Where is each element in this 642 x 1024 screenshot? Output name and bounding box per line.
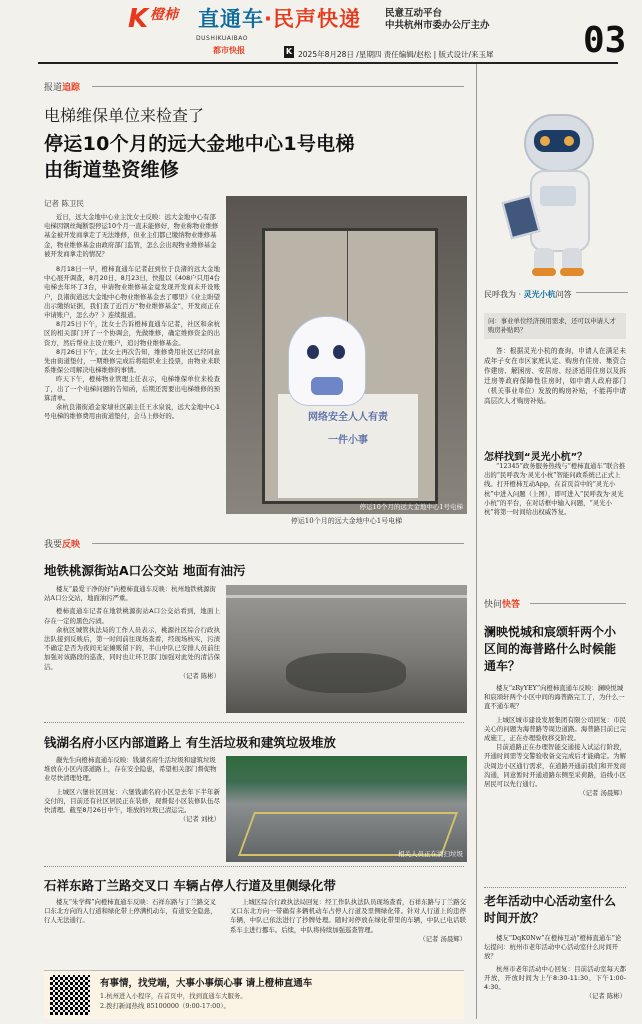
story1-byline: 记者 陈卫民	[44, 199, 84, 208]
robot-shoe-left	[532, 268, 556, 276]
bus-stop-photo	[226, 585, 467, 713]
story3-credit: （记者 刘枕）	[179, 815, 220, 824]
story2-lead: 楼友“最爱干净的好”向橙柿直通车反映：杭州地铁桃源街站A口公交站，地面油污严重。	[44, 585, 216, 603]
masthead-rule	[38, 62, 618, 64]
robot-shoe-right	[560, 268, 584, 276]
oil-stain	[286, 653, 406, 693]
promo-line-1: 1.杭州进入小程序，在首页中，找到直通车大服务。	[100, 992, 247, 1000]
newspaper-name-en: DUSHIKUAIBAO	[196, 35, 248, 42]
section-tag-tracking	[44, 80, 80, 93]
story1-paragraph: 8月18日一早，橙柿直通车记者赶到位于良渚的远大金地中心展开调查，8月20日、8月23日，快报以《408户只用4台电梯去年坏了3台，申请物业维修基金竟发现开发商未开设账户，良渚街道远大金地中心物业维修基金去了哪里》《业主盼望出示缴纳证据，我们查了近百万“物业维修基金”，开发商正在申请账户，怎么办？》连续报道。	[44, 265, 220, 320]
right1-paragraph: 上城区城市建设发展集团有限公司回复：市民关心的问题为海普路等周边道路。海普路目前已完成施工，正在办理验收移交阶段。	[484, 715, 626, 743]
photo-caption: 停运10个月的远大金地中心1号电梯	[359, 503, 463, 511]
mascot-badge	[311, 377, 343, 395]
column-title-dot: ·	[264, 7, 273, 31]
column-title	[198, 3, 361, 33]
right2-credit: （记者 陈彬）	[585, 992, 626, 1001]
curb	[226, 595, 467, 598]
garbage-photo	[226, 756, 467, 862]
section-tag-report	[44, 537, 80, 550]
right1-paragraph: 目前道路正在办理智能交通接入试运行阶段，开通时间需等交警验收备交完成后才能确定。为解决周边小区通行需求，在道路开通前我们和开发商沟通，同意暂时开通道路东侧至采荷路，沿线小区居民可以先行通行。	[484, 743, 626, 789]
masthead	[0, 0, 642, 60]
divider	[484, 887, 626, 888]
elevator-photo	[226, 196, 467, 514]
divider	[44, 722, 464, 723]
section-tag-pre: 报道	[44, 83, 63, 93]
qr-code[interactable]	[50, 975, 90, 1015]
story1-paragraph: 余杭良渚街道金家埭社区副主任王水泉说，远大金地中心1号电梯的维修费用由街道垫付，会马上修好的。	[44, 403, 220, 421]
right2-title: 老年活动中心活动室什么时间开放？	[484, 894, 617, 925]
right1-body	[484, 684, 626, 798]
robot-body	[530, 170, 590, 252]
right2-lead: 楼友“DqK0Nw”在橙柿互动“橙柿直通车”论坛提问：杭州市老年活动中心活动室什么时间开放？	[484, 934, 622, 961]
divider	[44, 866, 464, 867]
notice-sign-line2: 一件小事	[328, 435, 368, 446]
notice-sign	[278, 394, 418, 498]
meta-k-icon: K	[285, 47, 293, 56]
sponsor-line-2: 中共杭州市委办公厅主办	[385, 20, 490, 31]
story4-paragraph: 上城区综合行政执法局回复：经工作队执法队员现场查看，石祥东路与丁兰路交叉口东北方向一带确有多辆机动车占停人行道及里侧绿化带。针对人行道上的违停车辆，中队已依法进行了抄牌处理。随时对停放在绿化带里的车辆，中队已电话联系车主进行挪车。后续，中队将持续加强巡查管理。	[230, 898, 466, 934]
story2-body	[44, 585, 220, 681]
sponsor-info	[385, 8, 490, 32]
newspaper-name-cn: 都市快报	[213, 46, 245, 55]
how-to-find-body	[484, 462, 626, 517]
brand-logo-k: K	[128, 4, 149, 34]
story1-headline-1: 停运10个月的远大金地中心1号电梯	[44, 133, 355, 155]
story3-headline: 钱湖名府小区内部道路上 有生活垃圾和建筑垃圾堆放	[44, 735, 336, 750]
promo-headline: 有事情，找党端，大事小事烦心事 请上橙柿直通车	[100, 978, 313, 989]
promo-box	[44, 970, 464, 1019]
robot-eye-left	[540, 136, 550, 146]
qa-question: 问：事业单位经济预用需求，还可以申请人才购房补贴吗？	[488, 317, 616, 335]
promo-line-2: 2.拨打新闻热线 85100000（9:00-17:00）。	[100, 1002, 230, 1010]
story1-lead: 近日，远大金地中心业主沈女士反映：远大金地中心有部电梯因钢丝绳断裂停运10个月一直未能修好，物业称物业维修基金被开发商拿走了无法维修，但业主们都已缴纳物业维修基金，物业维修基金由政府部门监管，怎么会出现物业维修基金被开发商拿走的情况？	[44, 213, 219, 258]
qa-heading-blue: 灵光小杭	[523, 290, 556, 299]
qa-heading-pre: 民呼我为 ·	[484, 290, 524, 299]
right2-body	[484, 934, 626, 1001]
section-tag-pre: 快问	[484, 600, 503, 610]
story4-headline: 石祥东路丁兰路交叉口 车辆占停人行道及里侧绿化带	[44, 878, 336, 893]
story1-kicker: 电梯维保单位来检查了	[44, 106, 205, 125]
column-rule	[476, 64, 477, 1019]
section-rule	[92, 543, 464, 544]
story1-paragraph: 昨天下午，橙柿物业管理主任表示，电梯维保单位来检查了，出了一个电梯问题的告知函，后期还需要出电梯维修的预算清单。	[44, 375, 220, 402]
mascot-cutout	[288, 316, 366, 406]
right1-credit: （记者 汤晨辉）	[579, 789, 626, 798]
story3-paragraph: 上城区六堡社区回复：六堡钱湖名府小区是去年下半年新交付的，目前还有社区居民正在装修，现督促小区装修队伍尽快清理。截至8月26日中午，堆放的垃圾已清运完。	[44, 787, 220, 815]
story2-headline: 地铁桃源街站A口公交站 地面有油污	[44, 563, 246, 578]
section-tag-quick	[484, 597, 520, 610]
robot-chest-panel	[540, 186, 576, 206]
section-tag-red: 追踪	[62, 83, 81, 93]
story3-body	[44, 756, 220, 824]
story4-credit: （记者 汤晨辉）	[419, 934, 466, 943]
story1-photo-caption: 停运10个月的远大金地中心1号电梯	[290, 517, 403, 525]
story3-photo-caption: 相关人员正在清扫垃圾	[398, 850, 463, 858]
robot-illustration	[484, 108, 628, 282]
qa-answer-block	[484, 346, 626, 406]
story1-paragraph: 8月25日下午，沈女士告诉橙柿直通车记者，社区和余杭区的相关部门开了一个协调会，先做维修，确定维修资金的出资方，然后帮业主设立账户，追讨物业维修基金。	[44, 320, 220, 347]
story2-paragraph: 橙柿直通车记者在地铁桃源街站A口公交站看到，地面上存在一定的黑色污渍。	[44, 607, 220, 625]
mascot-eye-left	[307, 345, 319, 359]
story4-lead-col	[44, 898, 220, 926]
issue-meta: 2025年8月28日 /星期四 责任编辑/赵松 | 版式设计/来玉犀	[298, 50, 494, 59]
right1-lead: 楼友“zRyYEY”向橙柿直通车反映：澜映悦城和宸颂轩两个小区中间的海普路完工了，为什么一直不通车呢？	[484, 684, 625, 711]
column-title-main: 直通车	[198, 7, 264, 31]
story2-paragraph: 余杭区城管执法局的工作人员表示，桃源社区综合行政执法队接到反映后，第一时间前往现场查看，经现场核实，污渍不确定是否为夜间无证摊贩留下的，半山中队已安排人员前往加强对该路段的巡查，同时也让环卫部门加强对此处的清洁保洁。	[44, 625, 220, 671]
story4-lead: 楼友“朱学辉”向橙柿直通车反映：石祥东路与丁兰路交叉口东北方向的人行道和绿化带上停满机动车，有道安全隐患，行人无法通行。	[44, 898, 217, 925]
section-tag-red: 快答	[502, 600, 521, 610]
section-tag-red: 反映	[62, 540, 81, 550]
section-rule	[530, 603, 626, 604]
story3-lead: 嚴先生向橙柿直通车反映：钱湖名府生活垃圾和建筑垃圾堆放在小区内部道路上，存在安全隐患，希望相关部门督促物业尽快清理处理。	[44, 756, 217, 783]
sponsor-line-1: 民意互动平台	[385, 8, 443, 19]
story1-headline-2: 由街道垫资维修	[44, 159, 180, 181]
qa-question-box	[484, 313, 626, 339]
story1-body	[44, 213, 220, 421]
mascot-eye-right	[333, 345, 345, 359]
qa-heading	[484, 289, 576, 300]
right2-paragraph: 杭州市老年活动中心回复：目前活动室每天都开放，开放时间为上午8:30-11:30、下午1:00-4:30。	[484, 964, 626, 992]
column-title-accent: 民声快递	[272, 7, 361, 31]
how-to-find-title: 怎样找到“灵光小杭”？	[484, 452, 588, 463]
brand-name: 橙柿	[150, 7, 178, 23]
page-number: 03	[583, 20, 627, 61]
how-to-find-text: “12345”政务服务热线与“橙柿直通车”联合推出的“民呼我为·灵光小杭”智能问政系统已正式上线。打开橙柿互动App，在首页首中的“灵光小杭”中进入问题（上图），即可进入“民呼我为·灵光小杭”的平台，在对话框中输入问题，“灵光小杭”将第一时间给出权威答复。	[484, 462, 626, 517]
story1-paragraph: 8月26日下午，沈女士再次告知，维修费用社区已经同意先由街道垫付，一期维修完成后将组织业主投票，由物业来联系维保公司解决电梯维修的事情。	[44, 347, 220, 375]
section-tag-pre: 我要	[44, 540, 63, 550]
qa-answer: 答：根据灵光小杭的查询，申请人在满足未成年子女在市区家庭认定、购房有住房、集资合作建房、解困房、安居房、经济适用住房以及拆迁房等政府保障性住房时，如申请人政府部门（机关事业单位）发放的购房补贴，不能再申请高层次人才购房补贴。	[484, 347, 626, 405]
section-rule	[92, 86, 464, 87]
qa-heading-post: 问答	[555, 290, 572, 299]
notice-sign-line1: 网络安全人人有责	[308, 412, 388, 423]
robot-eye-right	[564, 136, 574, 146]
story2-credit: （记者 陈彬）	[179, 671, 220, 680]
right1-title: 澜映悦城和宸颂轩两个小区间的海普路什么时候能通车？	[484, 625, 617, 673]
story4-body	[230, 898, 466, 944]
